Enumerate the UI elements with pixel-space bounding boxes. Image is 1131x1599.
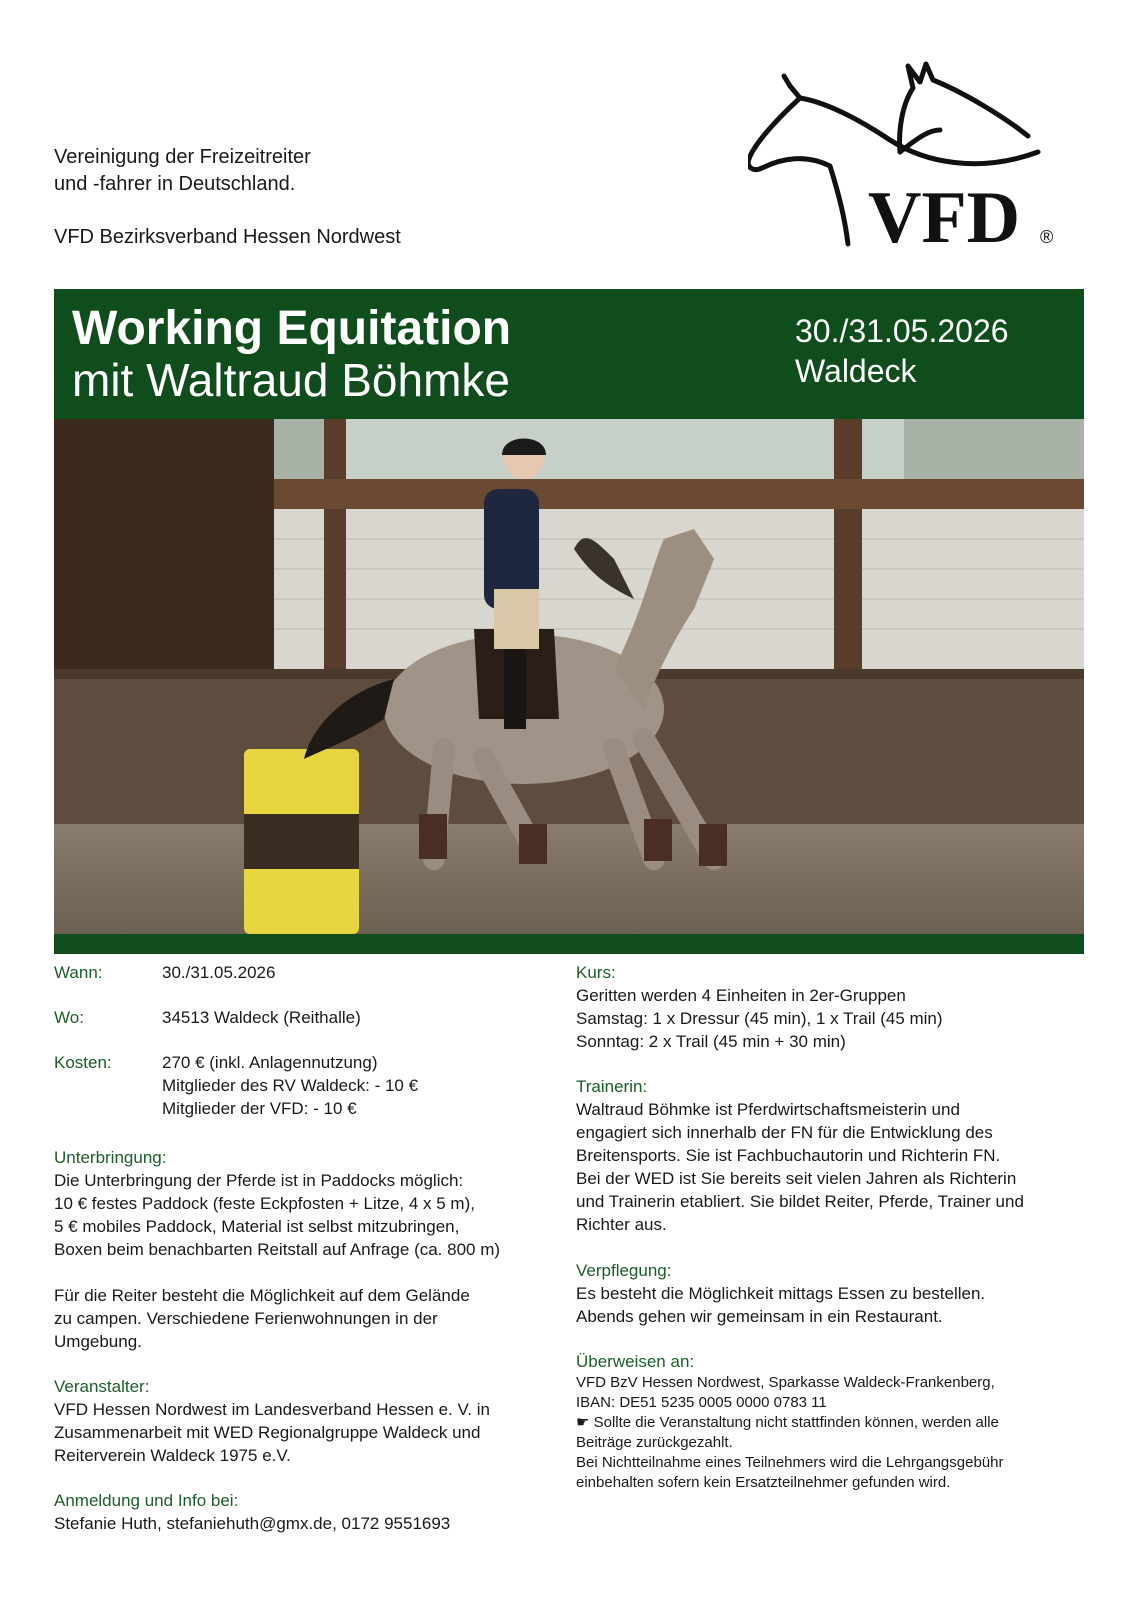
veranstalter-line: Zusammenarbeit mit WED Regionalgruppe Waldeck und xyxy=(54,1423,481,1442)
trainerin-line: engagiert sich innerhalb der FN für die Entwicklung des xyxy=(576,1123,993,1142)
veranstalter-line: VFD Hessen Nordwest im Landesverband Hessen e. V. in xyxy=(54,1400,490,1419)
horse-rider-photo xyxy=(54,419,1084,934)
event-place: Waldeck xyxy=(795,353,917,389)
ueberweisen-line: ☛ Sollte die Veranstaltung nicht stattfinden können, werden alle xyxy=(576,1414,999,1431)
trainerin-line: Bei der WED ist Sie bereits seit vielen Jahren als Richterin xyxy=(576,1169,1017,1188)
event-date: 30./31.05.2026 xyxy=(795,313,1009,349)
camping-line: Umgebung. xyxy=(54,1332,142,1351)
logo-registered-mark: ® xyxy=(1040,227,1054,247)
logo-text: VFD xyxy=(868,177,1021,258)
title-banner xyxy=(54,289,1084,419)
unterbringung-line: Boxen beim benachbarten Reitstall auf Anfrage (ca. 800 m) xyxy=(54,1240,501,1259)
wann-label: Wann: xyxy=(54,963,103,982)
verpflegung-line: Abends gehen wir gemeinsam in ein Restaurant. xyxy=(576,1307,943,1326)
wo-label: Wo: xyxy=(54,1008,84,1027)
event-title: Working Equitation xyxy=(72,302,512,355)
unterbringung-line: 5 € mobiles Paddock, Material ist selbst mitzubringen, xyxy=(54,1217,460,1236)
unterbringung-heading: Unterbringung: xyxy=(54,1148,167,1167)
right-column xyxy=(576,961,1086,1501)
trainerin-line: Richter aus. xyxy=(576,1215,667,1234)
veranstalter-section xyxy=(54,1375,574,1467)
unterbringung-line: Die Unterbringung der Pferde ist in Paddocks möglich: xyxy=(54,1171,464,1190)
anmeldung-heading: Anmeldung und Info bei: xyxy=(54,1491,239,1510)
trainerin-line: Waltraud Böhmke ist Pferdwirtschaftsmeisterin und xyxy=(576,1100,960,1119)
anmeldung-contact: Stefanie Huth, stefaniehuth@gmx.de, 0172 9551693 xyxy=(54,1514,451,1533)
org-line-3: VFD Bezirksverband Hessen Nordwest xyxy=(54,226,401,248)
wo-value: 34513 Waldeck (Reithalle) xyxy=(162,1008,361,1027)
organization-header xyxy=(54,144,401,251)
ueberweisen-line: Bei Nichtteilnahme eines Teilnehmers wird die Lehrgangsgebühr xyxy=(576,1454,1004,1471)
kurs-heading: Kurs: xyxy=(576,963,616,982)
verpflegung-line: Es besteht die Möglichkeit mittags Essen zu bestellen. xyxy=(576,1284,986,1303)
unterbringung-section xyxy=(54,1146,574,1353)
trainerin-section xyxy=(576,1075,1096,1236)
ueberweisen-line: Beiträge zurückgezahlt. xyxy=(576,1434,733,1451)
kurs-line: Samstag: 1 x Dressur (45 min), 1 x Trail (45 min) xyxy=(576,1009,943,1028)
verpflegung-section xyxy=(576,1259,1096,1328)
unterbringung-line: 10 € festes Paddock (feste Eckpfosten + Litze, 4 x 5 m), xyxy=(54,1194,475,1213)
riding-hall-illustration-icon xyxy=(54,419,1084,934)
wann-value: 30./31.05.2026 xyxy=(162,963,276,982)
ueberweisen-line: IBAN: DE51 5235 0005 0000 0783 11 xyxy=(576,1394,827,1411)
ueberweisen-line: einbehalten sofern kein Ersatzteilnehmer gefunden wird. xyxy=(576,1474,951,1491)
ueberweisen-heading: Überweisen an: xyxy=(576,1352,695,1371)
photo-divider-bar xyxy=(54,934,1084,954)
trainerin-line: Breitensports. Sie ist Fachbuchautorin und Richterin FN. xyxy=(576,1146,1001,1165)
event-subtitle: mit Waltraud Böhmke xyxy=(72,354,510,406)
trainerin-line: und Trainerin etabliert. Sie bildet Reiter, Pferde, Trainer und xyxy=(576,1192,1024,1211)
horse-heads-logo-icon xyxy=(748,58,1088,258)
kosten-label: Kosten: xyxy=(54,1053,112,1072)
org-line-2: und -fahrer in Deutschland. xyxy=(54,173,296,195)
kosten-line-2: Mitglieder des RV Waldeck: - 10 € xyxy=(162,1076,419,1095)
kurs-line: Sonntag: 2 x Trail (45 min + 30 min) xyxy=(576,1032,846,1051)
ueberweisen-section xyxy=(576,1350,1096,1493)
kurs-section xyxy=(576,961,1096,1053)
kosten-line-3: Mitglieder der VFD: - 10 € xyxy=(162,1099,357,1118)
vfd-logo xyxy=(748,58,1088,258)
org-line-1: Vereinigung der Freizeitreiter xyxy=(54,146,311,168)
kosten-line-1: 270 € (inkl. Anlagennutzung) xyxy=(162,1053,378,1072)
veranstalter-line: Reiterverein Waldeck 1975 e.V. xyxy=(54,1446,291,1465)
anmeldung-section xyxy=(54,1489,574,1535)
veranstalter-heading: Veranstalter: xyxy=(54,1377,150,1396)
verpflegung-heading: Verpflegung: xyxy=(576,1261,672,1280)
camping-line: zu campen. Verschiedene Ferienwohnungen in der xyxy=(54,1309,438,1328)
trainerin-heading: Trainerin: xyxy=(576,1077,648,1096)
ueberweisen-line: VFD BzV Hessen Nordwest, Sparkasse Waldeck-Frankenberg, xyxy=(576,1374,995,1391)
camping-line: Für die Reiter besteht die Möglichkeit auf dem Gelände xyxy=(54,1286,470,1305)
left-column xyxy=(54,961,574,1581)
kurs-line: Geritten werden 4 Einheiten in 2er-Gruppen xyxy=(576,986,906,1005)
